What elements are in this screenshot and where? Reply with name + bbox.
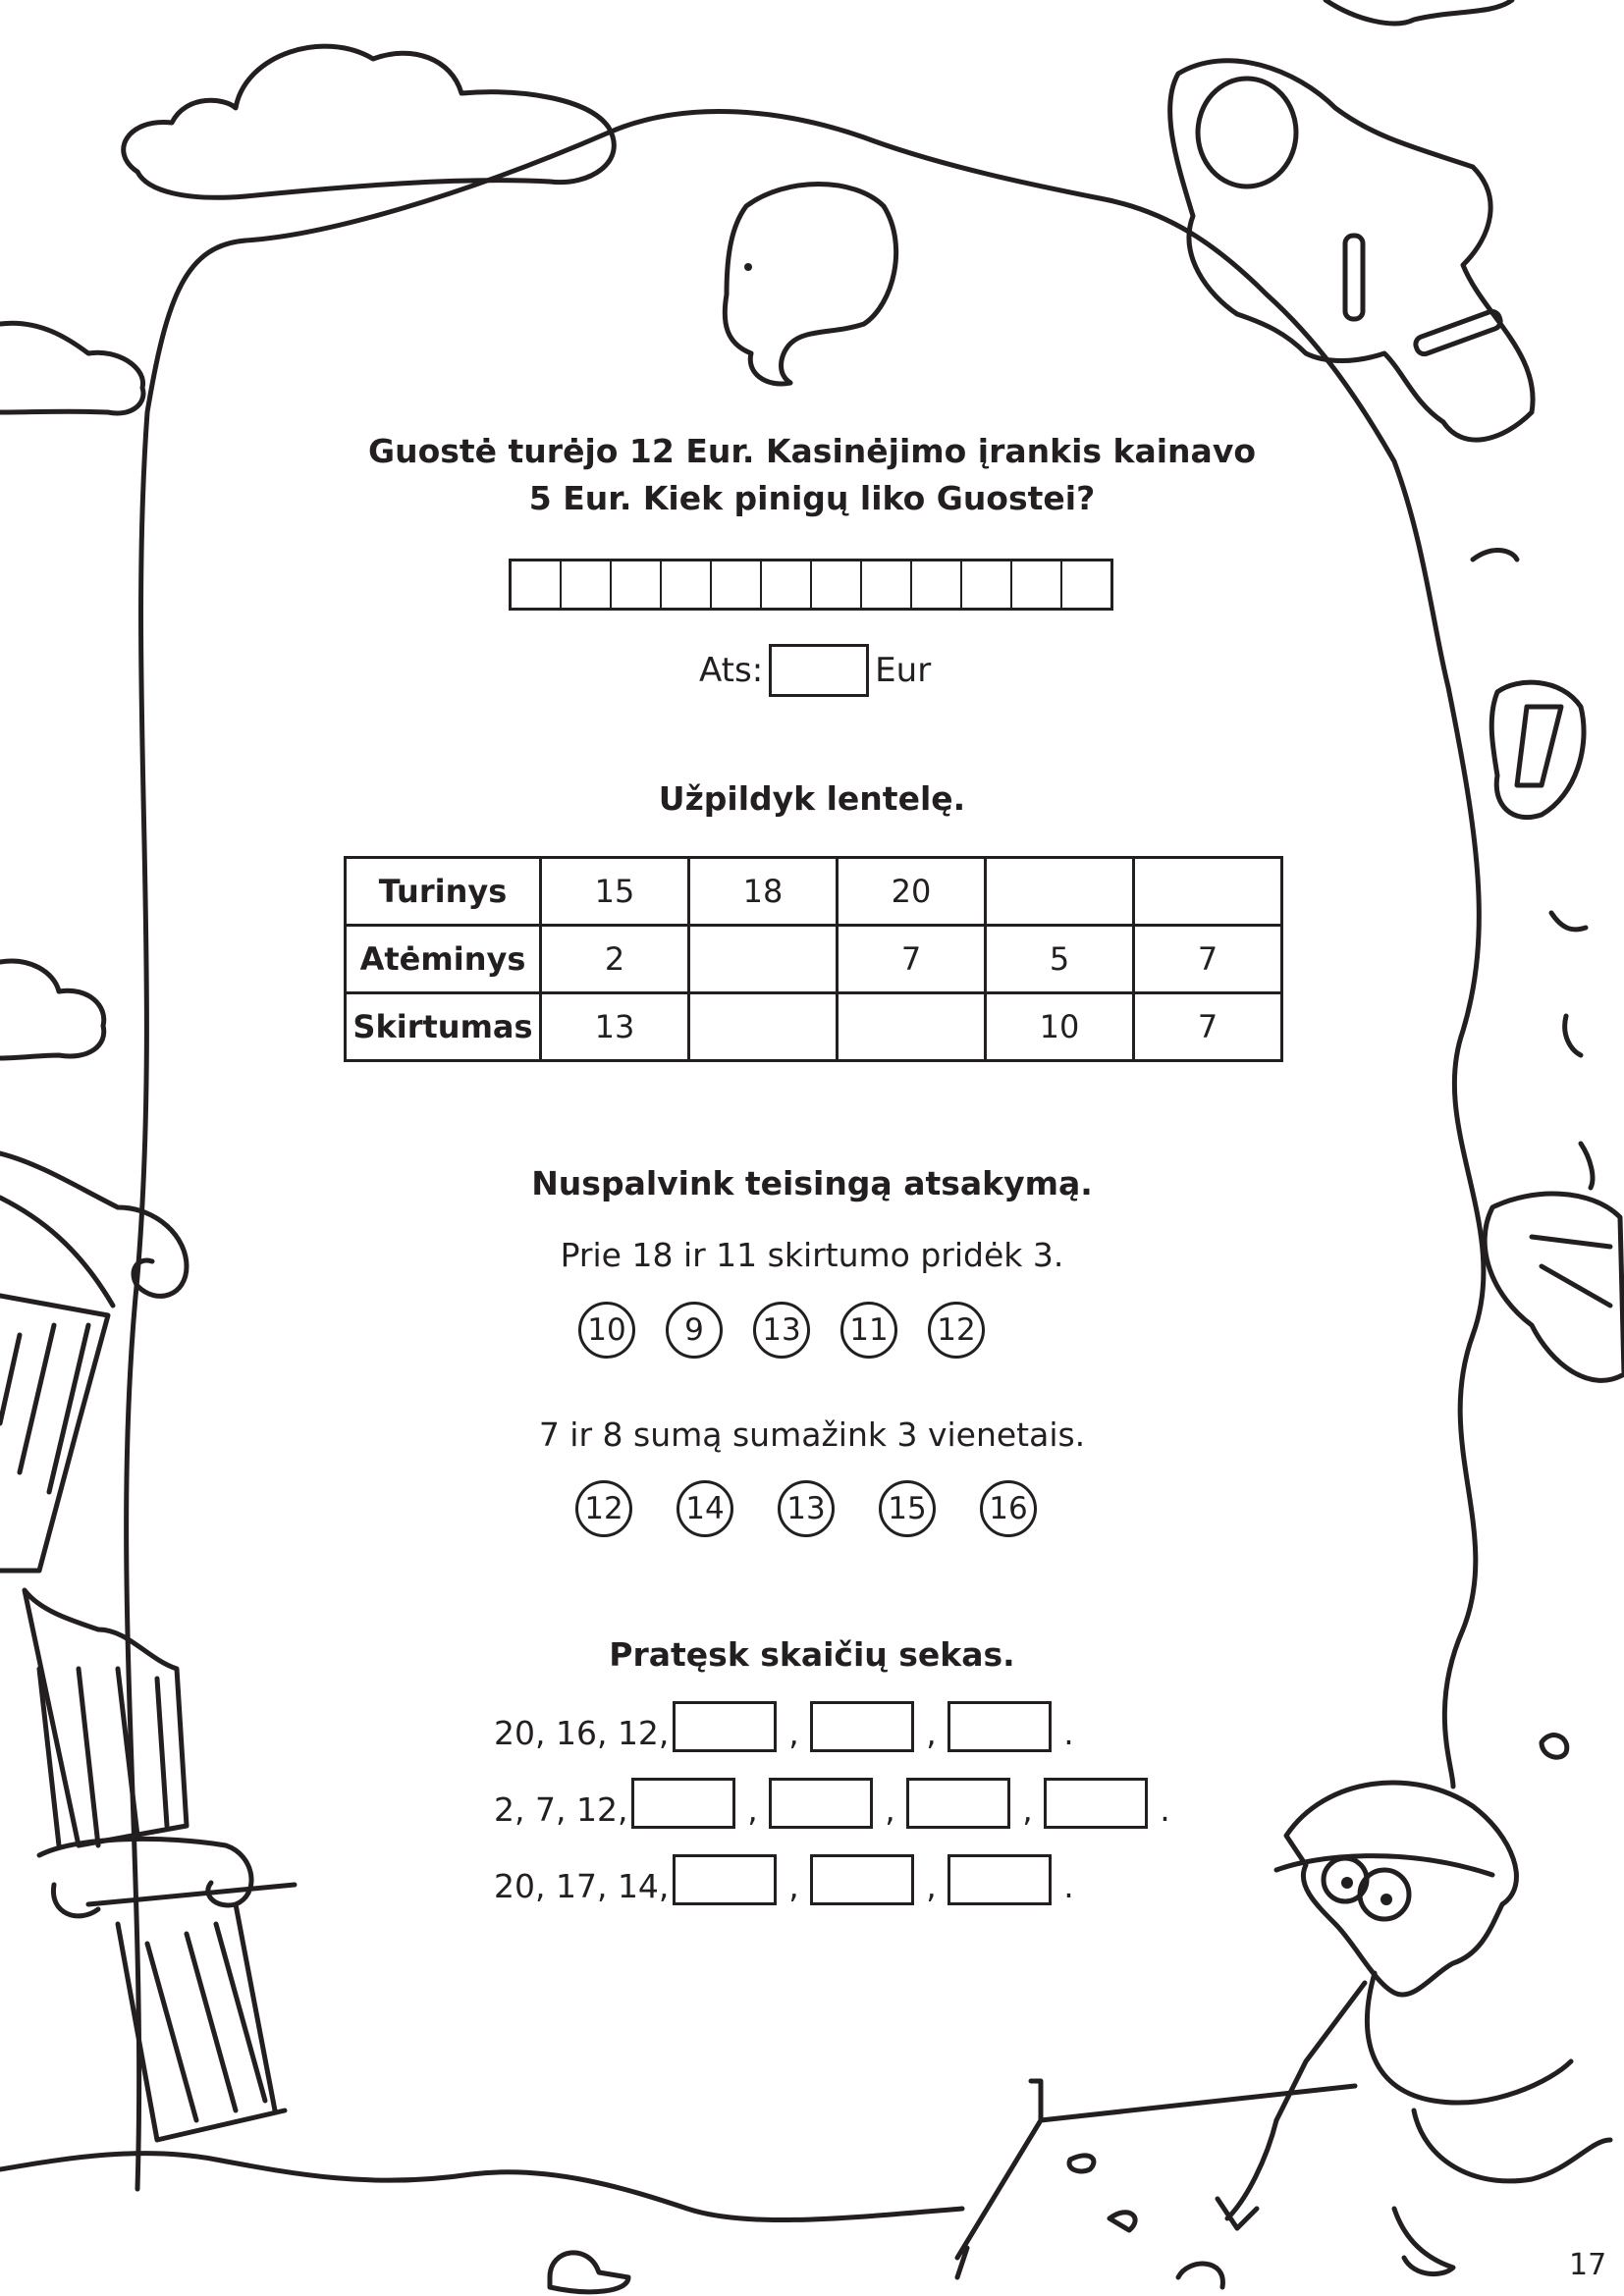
table-cell-blank[interactable] bbox=[1134, 858, 1282, 926]
table-cell: 7 bbox=[1134, 926, 1282, 993]
terminator: . bbox=[1160, 1790, 1170, 1829]
question-text: 7 ir 8 sumą sumažink 3 vienetais. bbox=[538, 1415, 1086, 1454]
separator: , bbox=[788, 1867, 799, 1905]
bone-fossil-2 bbox=[1485, 1194, 1624, 1380]
table-row bbox=[346, 858, 1282, 926]
table-cell: 7 bbox=[838, 926, 986, 993]
sequence-blank[interactable] bbox=[673, 1854, 777, 1905]
ground-line bbox=[0, 2154, 962, 2220]
table-task-title: Užpildyk lentelę. bbox=[658, 779, 966, 818]
cloud-left-upper bbox=[0, 323, 143, 413]
sequence-blank[interactable] bbox=[810, 1854, 914, 1905]
answer-option[interactable]: 16 bbox=[980, 1480, 1037, 1537]
elephant-head bbox=[725, 185, 895, 384]
table-cell-blank[interactable] bbox=[689, 926, 838, 993]
grid-cell[interactable] bbox=[1012, 561, 1062, 608]
table-cell: 18 bbox=[689, 858, 838, 926]
grid-cell[interactable] bbox=[512, 561, 562, 608]
skeleton-fossil bbox=[1170, 61, 1534, 440]
separator: , bbox=[1022, 1790, 1033, 1829]
answer-option[interactable]: 13 bbox=[753, 1302, 810, 1359]
table-row bbox=[346, 926, 1282, 993]
sequence-blank[interactable] bbox=[673, 1701, 777, 1752]
problem-line: 5 Eur. Kiek pinigų liko Guostei? bbox=[528, 479, 1096, 517]
grid-cell[interactable] bbox=[562, 561, 612, 608]
column-upper bbox=[0, 1153, 187, 1571]
table-cell: 15 bbox=[541, 858, 689, 926]
answer-unit: Eur bbox=[875, 651, 932, 690]
page-number: 17 bbox=[1569, 2248, 1607, 2282]
answer-box[interactable] bbox=[769, 644, 869, 697]
question-text: Prie 18 ir 11 skirtumo pridėk 3. bbox=[560, 1236, 1064, 1274]
answer-option[interactable]: 15 bbox=[879, 1480, 936, 1537]
table-cell: 10 bbox=[986, 993, 1134, 1061]
table-cell-blank[interactable] bbox=[986, 858, 1134, 926]
separator: , bbox=[926, 1867, 937, 1905]
grid-cell[interactable] bbox=[862, 561, 912, 608]
table-cell: 5 bbox=[986, 926, 1134, 993]
row-label: Atėminys bbox=[346, 926, 541, 993]
answer-options bbox=[578, 1302, 985, 1359]
answer-option[interactable]: 11 bbox=[840, 1302, 897, 1359]
grid-cell[interactable] bbox=[812, 561, 862, 608]
separator: , bbox=[788, 1714, 799, 1752]
grid-cell[interactable] bbox=[762, 561, 812, 608]
answer-option[interactable]: 12 bbox=[928, 1302, 985, 1359]
answer-row bbox=[699, 644, 931, 697]
table-row bbox=[346, 993, 1282, 1061]
sequence-blank[interactable] bbox=[906, 1778, 1010, 1829]
separator: , bbox=[926, 1714, 937, 1752]
sequence-start: 20, 17, 14, bbox=[494, 1867, 670, 1905]
sequence-blank[interactable] bbox=[1044, 1778, 1148, 1829]
sequence-blank[interactable] bbox=[631, 1778, 735, 1829]
sequence-blank[interactable] bbox=[947, 1701, 1052, 1752]
row-label: Turinys bbox=[346, 858, 541, 926]
sequence-blank[interactable] bbox=[947, 1854, 1052, 1905]
table-cell-blank[interactable] bbox=[689, 993, 838, 1061]
sequence-blank[interactable] bbox=[810, 1701, 914, 1752]
table-cell-blank[interactable] bbox=[838, 993, 986, 1061]
sequence-task-title: Pratęsk skaičių sekas. bbox=[609, 1635, 1015, 1674]
answer-option[interactable]: 10 bbox=[578, 1302, 635, 1359]
grid-cell[interactable] bbox=[912, 561, 962, 608]
grid-cell[interactable] bbox=[962, 561, 1012, 608]
dig-site bbox=[957, 2081, 1355, 2277]
terminator: . bbox=[1063, 1714, 1074, 1752]
sequence-blank[interactable] bbox=[769, 1778, 873, 1829]
table-cell: 2 bbox=[541, 926, 689, 993]
column-broken bbox=[25, 1590, 187, 1845]
table-cell: 7 bbox=[1134, 993, 1282, 1061]
sequence-start: 20, 16, 12, bbox=[494, 1714, 670, 1752]
answer-option[interactable]: 13 bbox=[778, 1480, 835, 1537]
sequence-start: 2, 7, 12, bbox=[494, 1790, 628, 1829]
problem-line: Guostė turėjo 12 Eur. Kasinėjimo įrankis kainavo bbox=[367, 432, 1257, 470]
number-sequence bbox=[494, 1701, 1085, 1752]
table-cell: 13 bbox=[541, 993, 689, 1061]
number-sequence bbox=[494, 1854, 1085, 1905]
row-label: Skirtumas bbox=[346, 993, 541, 1061]
fill-table bbox=[344, 856, 1283, 1062]
boy-character bbox=[1286, 1783, 1516, 1995]
task-word-problem bbox=[0, 428, 1624, 522]
grid-cell[interactable] bbox=[612, 561, 662, 608]
answer-option[interactable]: 12 bbox=[575, 1480, 632, 1537]
color-task-title: Nuspalvink teisingą atsakymą. bbox=[531, 1164, 1093, 1202]
separator: , bbox=[747, 1790, 758, 1829]
answer-option[interactable]: 9 bbox=[666, 1302, 723, 1359]
grid-cell[interactable] bbox=[1062, 561, 1110, 608]
cloud-top bbox=[124, 46, 615, 197]
calculation-grid[interactable] bbox=[509, 559, 1113, 611]
answer-label: Ats: bbox=[699, 651, 764, 690]
grid-cell[interactable] bbox=[712, 561, 762, 608]
cloud-left-lower bbox=[0, 961, 104, 1058]
grid-cell[interactable] bbox=[662, 561, 712, 608]
ground-rock bbox=[550, 2253, 628, 2292]
terminator: . bbox=[1063, 1867, 1074, 1905]
table-cell: 20 bbox=[838, 858, 986, 926]
number-sequence bbox=[494, 1778, 1181, 1829]
separator: , bbox=[885, 1790, 895, 1829]
answer-options bbox=[575, 1480, 1037, 1537]
answer-option[interactable]: 14 bbox=[677, 1480, 733, 1537]
